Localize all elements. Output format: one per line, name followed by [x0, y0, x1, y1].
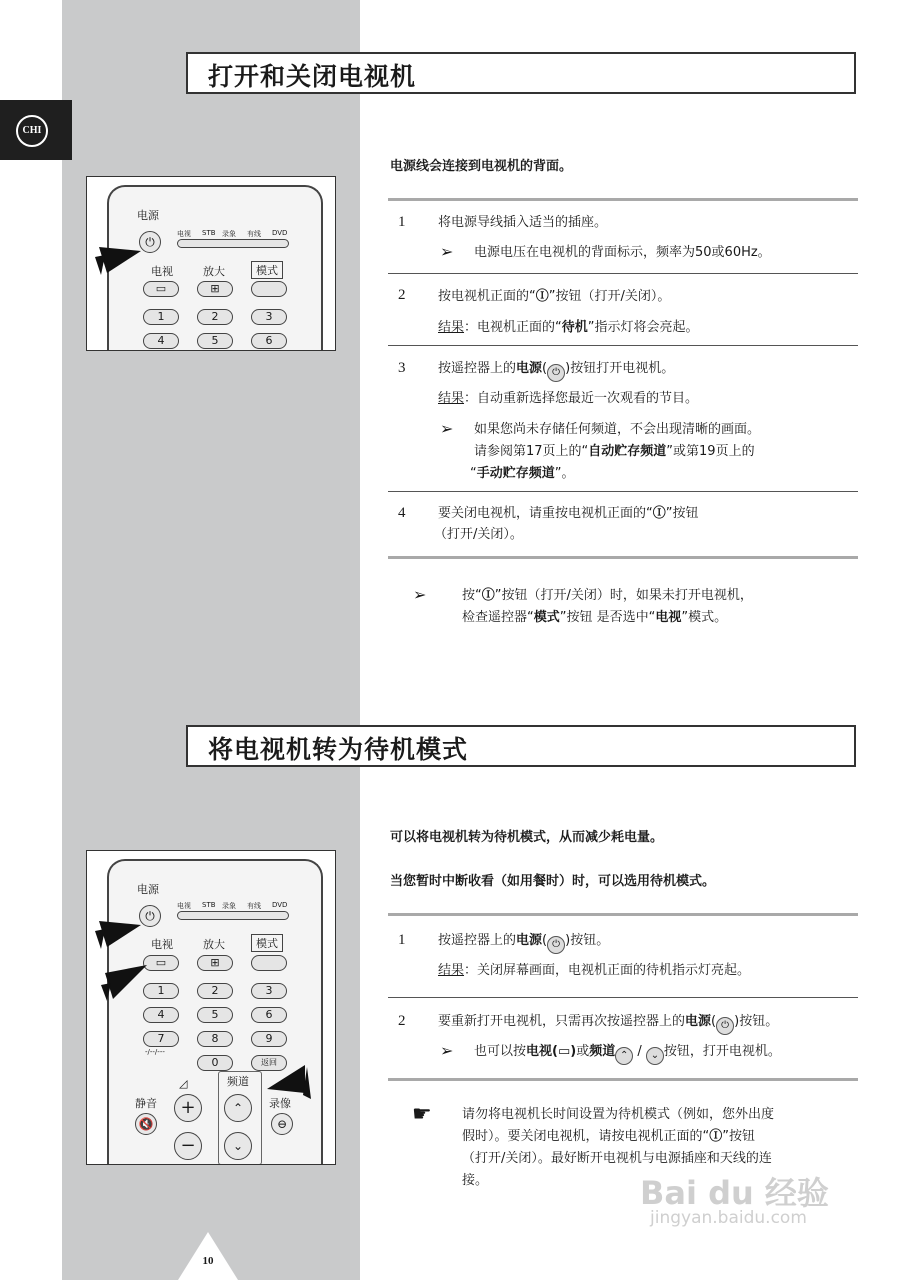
remote-zoom-label: 放大	[203, 938, 225, 951]
watermark-url: jingyan.baidu.com	[650, 1208, 807, 1228]
divider	[388, 345, 858, 346]
remote-power-button: ⏻	[139, 231, 161, 253]
note-arrow-icon: ➢	[440, 242, 454, 261]
remote-digit: 4	[143, 1007, 179, 1023]
pointer-arrow-icon	[95, 235, 145, 275]
pointer-arrow-icon	[263, 1059, 313, 1099]
step-number: 2	[398, 287, 406, 303]
warning-line1: 请勿将电视机长时间设置为待机模式（例如，您外出度	[462, 1107, 775, 1122]
remote-digit: 3	[251, 309, 287, 325]
step4-text-line2: （打开/关闭）。	[434, 527, 523, 542]
note-arrow-icon: ➢	[413, 585, 427, 604]
remote-power-label: 电源	[137, 209, 159, 222]
remote-digit: 4	[143, 333, 179, 349]
step1-note: 电源电压在电视机的背面标示，频率为50或60Hz。	[474, 245, 771, 260]
remote-digit: 5	[197, 1007, 233, 1023]
mode-label: DVD	[272, 229, 288, 237]
step4-text: 要关闭电视机，请重按电视机正面的“Ⓘ”按钮	[438, 506, 699, 521]
remote-tv-label: 电视	[151, 265, 173, 278]
step3-result: 结果：自动重新选择您最近一次观看的节目。	[438, 391, 699, 406]
onoff-icon: Ⓘ	[535, 289, 549, 304]
remote-digit: 6	[251, 333, 287, 349]
section2-title-box	[186, 725, 856, 767]
remote-digit: 3	[251, 983, 287, 999]
remote-digit: 1	[143, 309, 179, 325]
step3-note-line1: 如果您尚未存储任何频道，不会出现清晰的画面。	[474, 422, 761, 437]
divider	[388, 913, 858, 916]
mode-label: 电视	[177, 902, 191, 910]
mode-label: 录象	[222, 230, 236, 238]
remote-digit: 8	[197, 1031, 233, 1047]
remote-digit: 0	[197, 1055, 233, 1071]
warning-line2: 假时）。要关闭电视机，请按电视机正面的“Ⓘ”按钮	[462, 1129, 756, 1144]
standby-step1-result: 结果：关闭屏幕画面，电视机正面的待机指示灯亮起。	[438, 963, 751, 978]
remote-digit: 2	[197, 983, 233, 999]
language-code: CHI	[16, 115, 48, 147]
volume-down-button: −	[174, 1132, 202, 1160]
mode-label: 有线	[247, 902, 261, 910]
power-button-icon: ⏻	[716, 1017, 734, 1035]
remote-back-button: 返回	[251, 1055, 287, 1071]
mode-indicator-bar	[177, 239, 289, 248]
standby-step2-note: 也可以按电视(▭)或频道 ⌃ / ⌄ 按钮，打开电视机。	[474, 1041, 781, 1065]
step3-text: 按遥控器上的电源( ⏻ )按钮打开电视机。	[438, 358, 674, 382]
step2-text: 按电视机正面的“Ⓘ”按钮（打开/关闭）。	[438, 289, 671, 304]
remote-dash-label: -/--/---	[145, 1048, 165, 1056]
divider	[388, 997, 858, 998]
note-arrow-icon: ➢	[440, 1041, 454, 1060]
step-number: 1	[398, 214, 406, 230]
remote-control-illustration	[86, 176, 336, 351]
step-number: 2	[398, 1013, 406, 1029]
standby-step1-text: 按遥控器上的电源( ⏻ )按钮。	[438, 930, 609, 954]
divider	[388, 198, 858, 201]
standby-step2-text: 要重新打开电视机，只需再次按遥控器上的电源( ⏻ )按钮。	[438, 1011, 778, 1035]
remote-digit: 7	[143, 1031, 179, 1047]
step-number: 4	[398, 505, 406, 521]
divider	[388, 1078, 858, 1081]
warning-hand-icon: ☛	[412, 1102, 432, 1127]
remote-mute-button: 🔇	[135, 1113, 157, 1135]
channel-down-icon: ⌄	[646, 1047, 664, 1065]
remote-digit: 2	[197, 309, 233, 325]
remote-mode-button	[251, 281, 287, 297]
page-number: 10	[202, 1255, 214, 1267]
remote-mode-label: 模式	[251, 934, 283, 952]
divider	[388, 556, 858, 559]
remote-record-label: 录像	[269, 1097, 291, 1110]
remote-mute-label: 静音	[135, 1097, 157, 1110]
divider	[388, 491, 858, 492]
remote-tv-label: 电视	[151, 938, 173, 951]
channel-down-button: ⌄	[224, 1132, 252, 1160]
section1-title-box	[186, 52, 856, 94]
remote-digit: 6	[251, 1007, 287, 1023]
remote-mode-button	[251, 955, 287, 971]
step3-note-line2: 请参阅第17页上的“自动贮存频道”或第19页上的	[474, 444, 755, 459]
divider	[388, 273, 858, 274]
warning-line3: （打开/关闭）。最好断开电视机与电源插座和天线的连	[462, 1151, 772, 1166]
remote-digit: 5	[197, 333, 233, 349]
section1-footnote-line1: 按“Ⓘ”按钮（打开/关闭）时，如果未打开电视机，	[462, 588, 753, 603]
warning-line4: 接。	[462, 1173, 489, 1188]
mode-label: 录象	[222, 902, 236, 910]
step2-result: 结果：电视机正面的“待机”指示灯将会亮起。	[438, 320, 699, 335]
remote-tv-button: ▭	[143, 281, 179, 297]
remote-tv-button: ▭	[143, 955, 179, 971]
section1-title: 打开和关闭电视机	[208, 62, 417, 91]
remote-power-label: 电源	[137, 883, 159, 896]
step3-note-line3: “手动贮存频道”。	[470, 466, 575, 481]
watermark-logo: Bai du 经验	[640, 1174, 829, 1212]
volume-icon: ◿	[179, 1077, 188, 1090]
remote-power-button: ⏻	[139, 905, 161, 927]
power-button-icon: ⏻	[547, 364, 565, 382]
remote-zoom-label: 放大	[203, 265, 225, 278]
remote-control-illustration-full	[86, 850, 336, 1165]
mode-label: 有线	[247, 230, 261, 238]
step-number: 3	[398, 360, 406, 376]
mode-label: 电视	[177, 230, 191, 238]
section2-intro2: 当您暂时中断收看（如用餐时）时，可以选用待机模式。	[390, 874, 716, 889]
remote-mode-label: 模式	[251, 261, 283, 279]
remote-channel-label: 频道	[227, 1075, 249, 1088]
section1-intro: 电源线会连接到电视机的背面。	[390, 159, 573, 174]
language-tab	[0, 100, 72, 160]
mode-label: STB	[202, 901, 216, 909]
volume-up-button: +	[174, 1094, 202, 1122]
mode-indicator-bar	[177, 911, 289, 920]
remote-digit: 1	[143, 983, 179, 999]
remote-zoom-button: ⊞	[197, 955, 233, 971]
pointer-arrow-icon	[95, 909, 145, 949]
section2-title: 将电视机转为待机模式	[208, 735, 469, 764]
pointer-arrow-icon	[101, 961, 151, 1001]
power-button-icon: ⏻	[547, 936, 565, 954]
mode-label: DVD	[272, 901, 288, 909]
section2-intro1: 可以将电视机转为待机模式，从而减少耗电量。	[390, 830, 664, 845]
channel-up-icon: ⌃	[615, 1047, 633, 1065]
step-number: 1	[398, 932, 406, 948]
note-arrow-icon: ➢	[440, 419, 454, 438]
remote-zoom-button: ⊞	[197, 281, 233, 297]
remote-record-button: ⊖	[271, 1113, 293, 1135]
mode-label: STB	[202, 229, 216, 237]
step1-text: 将电源导线插入适当的插座。	[438, 215, 608, 230]
channel-up-button: ⌃	[224, 1094, 252, 1122]
section1-footnote-line2: 检查遥控器“模式”按钮 是否选中“电视”模式。	[462, 610, 728, 625]
remote-digit: 9	[251, 1031, 287, 1047]
